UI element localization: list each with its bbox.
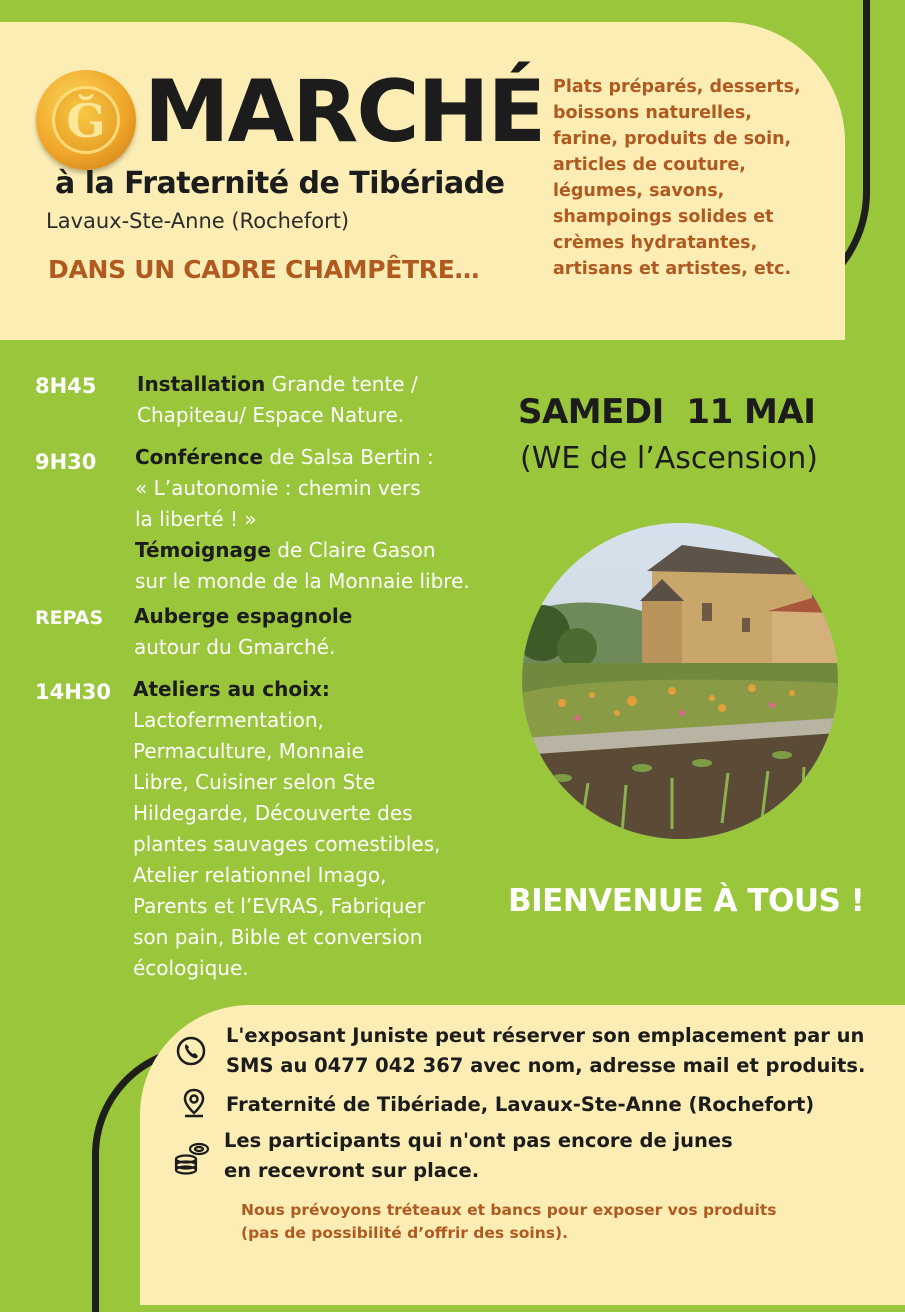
address: Fraternité de Tibériade, Lavaux-Ste-Anne (Rochefort) bbox=[226, 1093, 815, 1116]
event-location: Lavaux-Ste-Anne (Rochefort) bbox=[46, 209, 350, 233]
event-date: SAMEDI 11 MAI bbox=[518, 392, 816, 432]
workshop-line: Permaculture, Monnaie bbox=[133, 739, 364, 763]
contact-line: SMS au 0477 042 367 avec nom, adresse mail et produits. bbox=[226, 1054, 866, 1077]
logo-title: MARCHÉ bbox=[144, 62, 545, 162]
workshop-line: plantes sauvages comestibles, bbox=[133, 832, 441, 856]
schedule-slot-1 bbox=[137, 369, 418, 431]
workshop-line: son pain, Bible et conversion bbox=[133, 925, 423, 949]
product-line: artisans et artistes, etc. bbox=[553, 259, 792, 279]
slot-title: Installation bbox=[137, 372, 266, 396]
monastery-garden-photo bbox=[522, 523, 838, 839]
junes-line: en recevront sur place. bbox=[224, 1159, 480, 1182]
event-date-note: (WE de l’Ascension) bbox=[520, 441, 818, 476]
product-line: crèmes hydratantes, bbox=[553, 233, 758, 253]
workshop-line: écologique. bbox=[133, 956, 249, 980]
workshop-line: Libre, Cuisiner selon Ste bbox=[133, 770, 376, 794]
slot-title: Ateliers au choix: bbox=[133, 677, 330, 701]
product-line: articles de couture, bbox=[553, 155, 746, 175]
workshop-line: Lactofermentation, bbox=[133, 708, 324, 732]
note-line: (pas de possibilité d’offrir des soins). bbox=[241, 1224, 568, 1242]
product-line: boissons naturelles, bbox=[553, 103, 752, 123]
workshop-line: Hildegarde, Découverte des bbox=[133, 801, 413, 825]
tagline: DANS UN CADRE CHAMPÊTRE… bbox=[48, 255, 480, 284]
coin-letter: Ğ bbox=[66, 94, 106, 148]
product-line: shampoings solides et bbox=[553, 207, 774, 227]
schedule-slot-4 bbox=[133, 674, 441, 984]
schedule-slot-2 bbox=[135, 442, 470, 597]
slot-text: de Salsa Bertin : bbox=[263, 445, 434, 469]
products-list bbox=[553, 74, 883, 282]
footer-note bbox=[241, 1199, 776, 1245]
g1-coin-logo-icon bbox=[36, 70, 136, 170]
slot-text: la liberté ! » bbox=[135, 507, 257, 531]
workshop-line: Atelier relationnel Imago, bbox=[133, 863, 387, 887]
event-subtitle: à la Fraternité de Tibériade bbox=[55, 166, 505, 201]
schedule-time-4: 14H30 bbox=[35, 680, 112, 704]
schedule-time-1: 8H45 bbox=[35, 374, 97, 398]
schedule-time-3: REPAS bbox=[35, 607, 104, 629]
slot-text: « L’autonomie : chemin vers bbox=[135, 476, 421, 500]
workshop-line: Parents et l’EVRAS, Fabriquer bbox=[133, 894, 426, 918]
schedule-slot-3 bbox=[134, 601, 352, 663]
slot-title: Témoignage bbox=[135, 538, 271, 562]
welcome-message: BIENVENUE À TOUS ! bbox=[508, 883, 865, 919]
product-line: Plats préparés, desserts, bbox=[553, 77, 801, 97]
slot-text: Chapiteau/ Espace Nature. bbox=[137, 403, 405, 427]
slot-title: Conférence bbox=[135, 445, 264, 469]
location-pin-icon bbox=[179, 1088, 209, 1118]
coin-inner bbox=[52, 86, 120, 154]
junes-info bbox=[224, 1126, 733, 1186]
slot-title: Auberge espagnole bbox=[134, 604, 353, 628]
note-line: Nous prévoyons tréteaux et bancs pour exposer vos produits bbox=[241, 1201, 777, 1219]
slot-text: sur le monde de la Monnaie libre. bbox=[135, 569, 470, 593]
garden-illustration bbox=[522, 523, 838, 839]
schedule-time-2: 9H30 bbox=[35, 450, 97, 474]
slot-text: Grande tente / bbox=[265, 372, 418, 396]
phone-icon bbox=[176, 1036, 206, 1066]
coins-icon bbox=[173, 1140, 211, 1176]
product-line: farine, produits de soin, bbox=[553, 129, 792, 149]
slot-text: autour du Gmarché. bbox=[134, 635, 336, 659]
junes-line: Les participants qui n'ont pas encore de junes bbox=[224, 1129, 733, 1152]
contact-line: L'exposant Juniste peut réserver son emplacement par un bbox=[226, 1024, 865, 1047]
contact-info bbox=[226, 1021, 865, 1081]
slot-text: de Claire Gason bbox=[270, 538, 436, 562]
product-line: légumes, savons, bbox=[553, 181, 725, 201]
